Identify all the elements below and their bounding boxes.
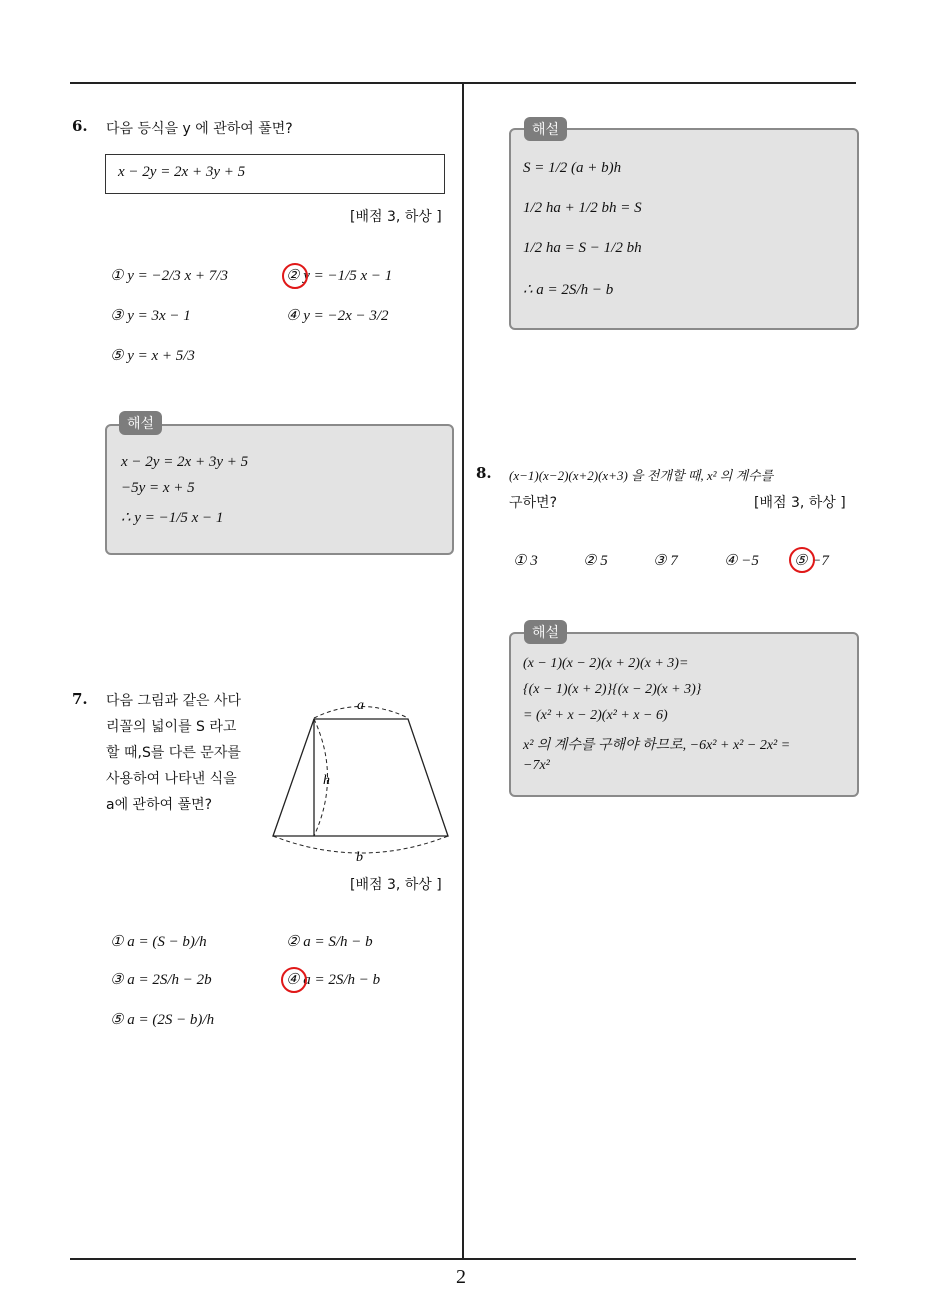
q8-choice-2[interactable]: ② 5 — [583, 553, 608, 569]
q6-choice-1[interactable]: ① y = −2/3 x + 7/3 — [110, 268, 228, 284]
q6-choice-2[interactable]: ② y = −1/5 x − 1 — [286, 268, 393, 284]
q6-choice-5[interactable]: ⑤ y = x + 5/3 — [110, 348, 195, 364]
trapezoid — [273, 719, 448, 836]
q7-solution-tag: 해설 — [524, 117, 567, 141]
q8-choice-4[interactable]: ④ −5 — [724, 553, 759, 569]
q7-choice-3[interactable]: ③ a = 2S/h − 2b — [110, 972, 212, 988]
q6-solution-line-2: −5y = x + 5 — [121, 480, 195, 496]
q8-solution-box — [509, 632, 859, 797]
q6-solution-box — [105, 424, 454, 555]
label-a: a — [357, 698, 364, 713]
q6-equation: x − 2y = 2x + 3y + 5 — [118, 164, 246, 180]
q7-prompt-line-1: 다음 그림과 같은 사다 — [106, 693, 242, 709]
label-h: h — [323, 773, 330, 788]
q8-solution-tag: 해설 — [524, 620, 567, 644]
q7-solution-line-4: ∴ a = 2S/h − b — [523, 282, 614, 298]
q7-solution-line-3: 1/2 ha = S − 1/2 bh — [523, 240, 642, 256]
q6-solution-tag: 해설 — [119, 411, 162, 435]
q7-solution-line-2: 1/2 ha + 1/2 bh = S — [523, 200, 642, 216]
q6-solution-line-1: x − 2y = 2x + 3y + 5 — [121, 454, 249, 470]
q8-solution-line-3: = (x² + x − 2)(x² + x − 6) — [523, 708, 668, 723]
q7-choice-1[interactable]: ① a = (S − b)/h — [110, 934, 207, 950]
q7-choice-2[interactable]: ② a = S/h − b — [286, 934, 373, 950]
q6-answer-mark — [282, 263, 308, 289]
q7-meta: [배점 3, 하상 ] — [350, 877, 442, 893]
q8-prompt-line-2: 구하면? — [509, 495, 558, 511]
q6-number: 6. — [72, 117, 88, 135]
label-b: b — [356, 850, 363, 865]
q7-prompt-line-2: 리꼴의 넓이를 S 라고 — [106, 719, 237, 735]
q8-solution-line-4: x² 의 계수를 구해야 하므로, −6x² + x² − 2x² = — [523, 738, 791, 753]
column-divider — [462, 84, 464, 1259]
page-number: 2 — [456, 1266, 466, 1288]
q6-choice-3[interactable]: ③ y = 3x − 1 — [110, 308, 191, 324]
q6-solution-line-3: ∴ y = −1/5 x − 1 — [121, 510, 224, 526]
q7-solution-line-1: S = 1/2 (a + b)h — [523, 160, 622, 176]
q8-prompt-line-1: (x−1)(x−2)(x+2)(x+3) 을 전개할 때, x² 의 계수를 — [509, 468, 774, 483]
q7-prompt-line-3: 할 때,S를 다른 문자를 — [106, 745, 241, 761]
q8-choice-5[interactable]: ⑤ −7 — [794, 553, 829, 569]
q8-solution-line-1: (x − 1)(x − 2)(x + 2)(x + 3)= — [523, 656, 689, 671]
q7-choice-5[interactable]: ⑤ a = (2S − b)/h — [110, 1012, 215, 1028]
q6-choice-4[interactable]: ④ y = −2x − 3/2 — [286, 308, 389, 324]
q8-choice-3[interactable]: ③ 7 — [653, 553, 678, 569]
q7-prompt-line-5: a에 관하여 풀면? — [106, 797, 213, 813]
q8-choice-1[interactable]: ① 3 — [513, 553, 538, 569]
q7-prompt-line-4: 사용하여 나타낸 식을 — [106, 771, 237, 787]
q7-solution-box — [509, 128, 859, 330]
q7-answer-mark — [281, 967, 307, 993]
q7-number: 7. — [72, 690, 88, 708]
trapezoid-figure — [266, 690, 456, 865]
bottom-rule — [70, 1258, 856, 1260]
q8-solution-line-5: −7x² — [523, 758, 550, 773]
q6-meta: [배점 3, 하상 ] — [350, 209, 442, 225]
q8-number: 8. — [476, 464, 492, 482]
q8-meta: [배점 3, 하상 ] — [754, 495, 846, 511]
q8-solution-line-2: {(x − 1)(x + 2)}{(x − 2)(x + 3)} — [523, 682, 702, 697]
q6-equation-box — [105, 154, 445, 194]
q7-choice-4[interactable]: ④ a = 2S/h − b — [286, 972, 381, 988]
q8-answer-mark — [789, 547, 815, 573]
q6-prompt: 다음 등식을 y 에 관하여 풀면? — [106, 121, 293, 137]
